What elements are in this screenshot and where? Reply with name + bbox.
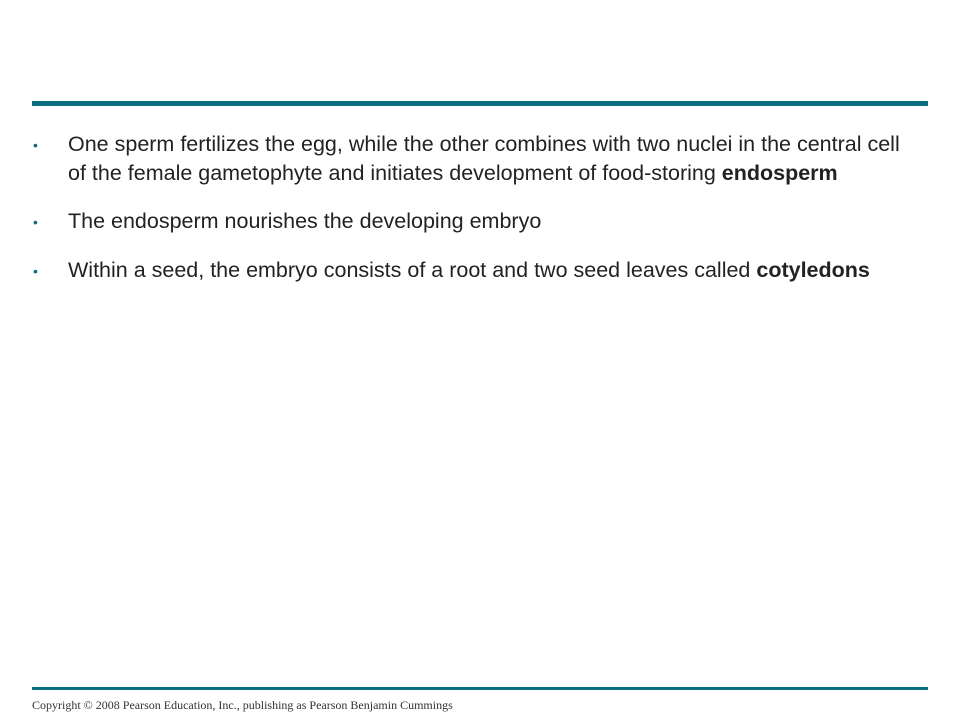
bullet-marker: •: [33, 262, 38, 279]
bullet-text: [68, 209, 541, 233]
bullet-text: [68, 132, 900, 185]
key-term: endosperm: [721, 160, 838, 185]
bottom-divider: [32, 687, 928, 690]
bullet-item: [30, 130, 920, 187]
bullet-item: [30, 256, 920, 285]
bullet-marker: •: [33, 137, 38, 153]
top-divider: [32, 101, 928, 106]
key-term: cotyledons: [756, 257, 870, 282]
bullet-text-part: Within a seed, the embryo consists of a root and two seed leaves called: [68, 257, 757, 282]
bullet-item: [30, 207, 920, 236]
bullet-marker: •: [33, 214, 38, 230]
bullet-text: [68, 258, 870, 282]
bullet-text-part: One sperm fertilizes the egg, while the other combines with two nuclei in the central cell of the female gametophyte and initiates development of food-storing: [68, 132, 900, 185]
bullet-list: [30, 130, 920, 304]
copyright-notice: Copyright © 2008 Pearson Education, Inc., publishing as Pearson Benjamin Cummings: [32, 698, 453, 712]
bullet-text-part: The endosperm nourishes the developing embryo: [68, 209, 542, 233]
